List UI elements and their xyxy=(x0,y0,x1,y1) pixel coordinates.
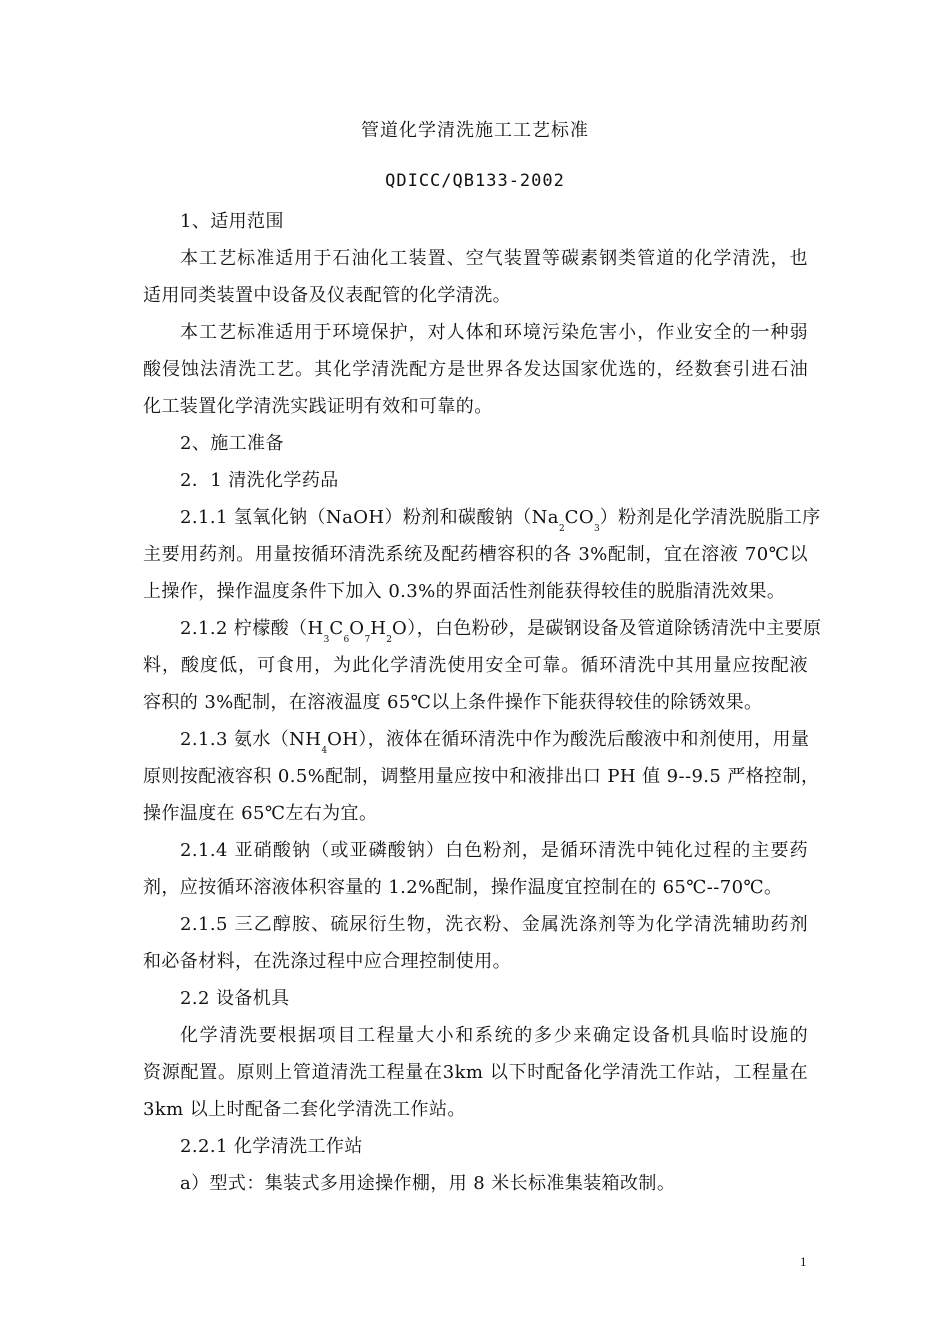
subscript: 4 xyxy=(321,746,328,756)
subscript: 6 xyxy=(343,635,350,645)
paragraph-line: 原则按配液容积 0.5%配制，调整用量应按中和液排出口 PH 值 9--9.5 严格控制， xyxy=(143,766,820,787)
paragraph-line: 上操作，操作温度条件下加入 0.3%的界面活性剂能获得较佳的脱脂清洗效果。 xyxy=(143,581,786,602)
subscript: 2 xyxy=(558,524,565,534)
page-number: 1 xyxy=(800,1254,807,1269)
text-run: 2.1.1 氢氧化钠（NaOH）粉剂和碳酸钠（Na xyxy=(180,507,559,528)
paragraph-line: a）型式：集装式多用途操作棚，用 8 米长标准集装箱改制。 xyxy=(180,1173,676,1194)
paragraph-line: 适用同类装置中设备及仪表配管的化学清洗。 xyxy=(143,285,511,306)
paragraph-line: 本工艺标准适用于环境保护，对人体和环境污染危害小，作业安全的一种弱 xyxy=(180,322,808,343)
paragraph-line: 剂，应按循环溶液体积容量的 1.2%配制，操作温度宜控制在的 65℃--70℃。 xyxy=(143,877,783,898)
text-run: 2.1.2 柠檬酸（H xyxy=(180,618,324,639)
text-run: O xyxy=(392,618,408,639)
subsection-heading: 2.2.1 化学清洗工作站 xyxy=(180,1136,363,1157)
paragraph-line: 资源配置。原则上管道清洗工程量在3km 以下时配备化学清洗工作站，工程量在 xyxy=(143,1062,808,1083)
standard-code: QDICC/QB133-2002 xyxy=(385,171,565,191)
item-line xyxy=(180,725,808,756)
document-title: 管道化学清洗施工工艺标准 xyxy=(361,120,589,141)
text-run: 2.1.3 氨水（NH xyxy=(180,729,322,750)
section-heading: 2、施工准备 xyxy=(180,433,284,454)
item-line xyxy=(180,503,821,534)
subscript: 3 xyxy=(323,635,330,645)
paragraph-line: 2.1.5 三乙醇胺、硫尿衍生物，洗衣粉、金属洗涤剂等为化学清洗辅助药剂 xyxy=(180,914,808,935)
text-run: ）粉剂是化学清洗脱脂工序 xyxy=(599,507,821,528)
paragraph-line: 容积的 3%配制，在溶液温度 65℃以上条件操作下能获得较佳的除锈效果。 xyxy=(143,692,763,713)
paragraph-line: 料，酸度低，可食用，为此化学清洗使用安全可靠。循环清洗中其用量应按配液 xyxy=(143,655,808,676)
paragraph-line: 化工装置化学清洗实践证明有效和可靠的。 xyxy=(143,396,493,417)
paragraph-line: 本工艺标准适用于石油化工装置、空气装置等碳素钢类管道的化学清洗，也 xyxy=(180,248,808,269)
paragraph-line: 主要用药剂。用量按循环清洗系统及配药槽容积的各 3%配制，宜在溶液 70℃以 xyxy=(143,544,808,565)
subscript: 7 xyxy=(364,635,371,645)
text-run: O xyxy=(349,618,365,639)
text-run: CO xyxy=(564,507,595,528)
text-run: C xyxy=(329,618,344,639)
item-line xyxy=(180,614,822,645)
subscript: 2 xyxy=(386,635,393,645)
text-run: ），白色粉砂，是碳钢设备及管道除锈清洗中主要原 xyxy=(407,618,822,639)
paragraph-line: 3km 以上时配备二套化学清洗工作站。 xyxy=(143,1099,466,1120)
section-heading: 1、适用范围 xyxy=(180,211,284,232)
subsection-heading: 2．1 清洗化学药品 xyxy=(180,470,339,491)
paragraph-line: 和必备材料，在洗涤过程中应合理控制使用。 xyxy=(143,951,511,972)
text-run: OH），液体在循环清洗中作为酸洗后酸液中和剂使用，用量 xyxy=(327,729,810,750)
paragraph-line: 酸侵蚀法清洗工艺。其化学清洗配方是世界各发达国家优选的，经数套引进石油 xyxy=(143,359,808,380)
subsection-heading: 2.2 设备机具 xyxy=(180,988,290,1009)
subscript: 3 xyxy=(594,524,600,534)
paragraph-line: 2.1.4 亚硝酸钠（或亚磷酸钠）白色粉剂，是循环清洗中钝化过程的主要药 xyxy=(180,840,808,861)
paragraph-line: 操作温度在 65℃左右为宜。 xyxy=(143,803,378,824)
paragraph-line: 化学清洗要根据项目工程量大小和系统的多少来确定设备机具临时设施的 xyxy=(180,1025,808,1046)
text-run: H xyxy=(370,618,387,639)
